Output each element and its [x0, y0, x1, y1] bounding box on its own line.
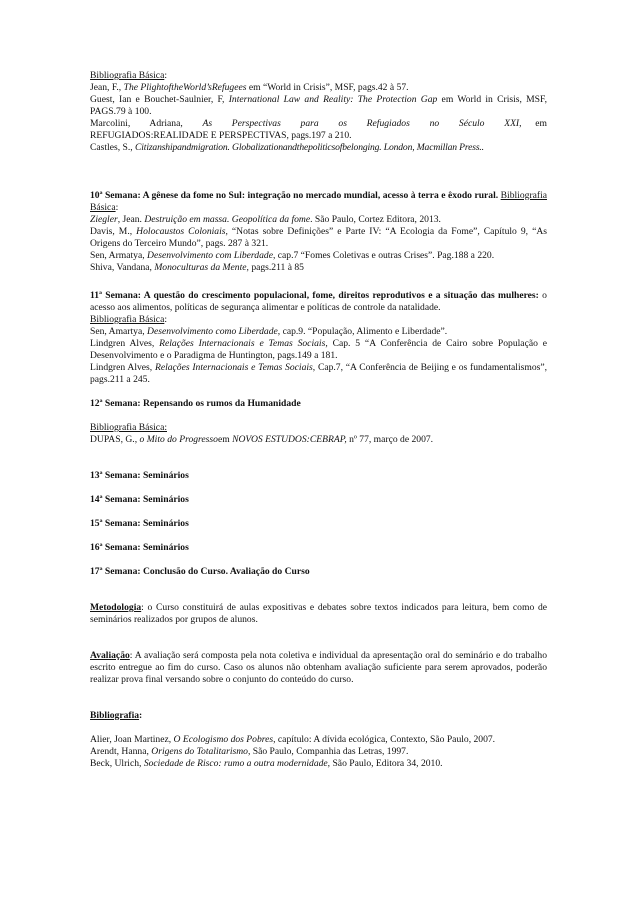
- reference-entry: Marcolini, Adriana, As Perspectivas para os Refugiados no Século XXI, em REFUGIADOS:REALIDADE E PERSPECTIVAS, pags.197 a 210.: [90, 118, 547, 141]
- reference-entry: Jean, F., The PlightoftheWorld’sRefugees em “World in Crisis”, MSF, pags.42 à 57.: [90, 82, 409, 93]
- week-title: 12ª Semana: Repensando os rumos da Humanidade: [90, 398, 301, 409]
- reference-entry: Sen, Armatya, Desenvolvimento com Liberdade, cap.7 “Fomes Coletivas e outras Crises”. Pag.188 a 220.: [90, 250, 495, 261]
- bibliography-heading: Bibliografia:: [90, 710, 143, 721]
- week-11-section: [90, 290, 547, 386]
- heading-label: Bibliografia Básica: [90, 70, 165, 81]
- methodology-paragraph: Metodologia: o Curso constituirá de aulas expositivas e debates sobre textos indicados para leitura, bem como de seminários realizados por grupos de alunos.: [90, 602, 547, 625]
- week-14-title: 14ª Semana: Seminários: [90, 494, 189, 505]
- methodology-label: Metodologia: [90, 602, 142, 613]
- section-heading: Bibliografia Básica:: [90, 422, 167, 433]
- reference-entry: Davis, M., Holocaustos Coloniais, “Notas sobre Definições” e Parte IV: “A Ecologia da Fome”, Capítulo 9, “As Origens do Terceiro Mundo”, pags. 287 à 321.: [90, 226, 547, 249]
- section-heading: Bibliografia Básica:: [90, 314, 168, 325]
- bibliography-block-refugees: [90, 70, 547, 154]
- reference-entry: Guest, Ian e Bouchet-Saulnier, F, International Law and Reality: The Protection Gap em World in Crisis, MSF, PAGS.79 à 100.: [90, 94, 547, 117]
- reference-entry: Alier, Joan Martinez, O Ecologismo dos Pobres, capítulo: A dívida ecológica, Contexto, São Paulo, 2007.: [90, 734, 496, 745]
- reference-entry: DUPAS, G., o Mito do Progressoem NOVOS ESTUDOS:CEBRAP, nº 77, março de 2007.: [90, 434, 434, 445]
- evaluation-paragraph: Avaliação: A avaliação será composta pela nota coletiva e individual da apresentação oral do seminário e do trabalho escrito entregue ao fim do curso. Caso os alunos não obtenham avaliação suficiente para serem aprovados, poderão realizar prova final versando sobre o conjunto do conteúdo do curso.: [90, 650, 547, 685]
- week-17-title: 17ª Semana: Conclusão do Curso. Avaliação do Curso: [90, 566, 310, 577]
- week-title: 10ª Semana: A gênese da fome no Sul: integração no mercado mundial, acesso à terra e êxodo rural. Bibliografia Básica:: [90, 190, 548, 213]
- reference-entry: Ziegler, Jean. Destruição em massa. Geopolítica da fome. São Paulo, Cortez Editora, 2013.: [90, 214, 441, 225]
- week-13-title: 13ª Semana: Seminários: [90, 470, 189, 481]
- reference-entry: Shiva, Vandana, Monoculturas da Mente, pags.211 à 85: [90, 262, 304, 273]
- reference-entry: Lindgren Alves, Relações Internacionais e Temas Sociais, Cap.7, “A Conferência de Beijing e os fundamentalismos”, pags.211 a 245.: [90, 362, 548, 385]
- document-page: [90, 70, 547, 770]
- reference-entry: Beck, Ulrich, Sociedade de Risco: rumo a outra modernidade, São Paulo, Editora 34, 2010.: [90, 758, 443, 769]
- week-15-title: 15ª Semana: Seminários: [90, 518, 189, 529]
- reference-entry: Arendt, Hanna, Origens do Totalitarismo, São Paulo, Companhia das Letras, 1997.: [90, 746, 409, 757]
- reference-entry: Sen, Amartya, Desenvolvimento como Liberdade, cap.9. “População, Alimento e Liberdade”.: [90, 326, 448, 337]
- week-16-title: 16ª Semana: Seminários: [90, 542, 189, 553]
- week-12-section: [90, 398, 547, 446]
- week-title: 11ª Semana: A questão do crescimento populacional, fome, direitos reprodutivos e a situação das mulheres: o acesso aos alimentos, políticas de segurança alimentar e políticas de controle da natalidade.: [90, 290, 547, 313]
- section-heading: Bibliografia Básica:: [90, 70, 168, 81]
- reference-entry: Castles, S., Citizanshipandmigration. Globalizationandthepoliticsofbelonging. London, Macmillan Press..: [90, 142, 484, 153]
- week-10-section: [90, 190, 547, 274]
- reference-entry: Lindgren Alves, Relações Internacionais e Temas Sociais, Cap. 5 “A Conferência de Cairo sobre População e Desenvolvimento e o Paradigma de Huntington, pags.149 a 181.: [90, 338, 547, 361]
- evaluation-label: Avaliação: [90, 650, 130, 661]
